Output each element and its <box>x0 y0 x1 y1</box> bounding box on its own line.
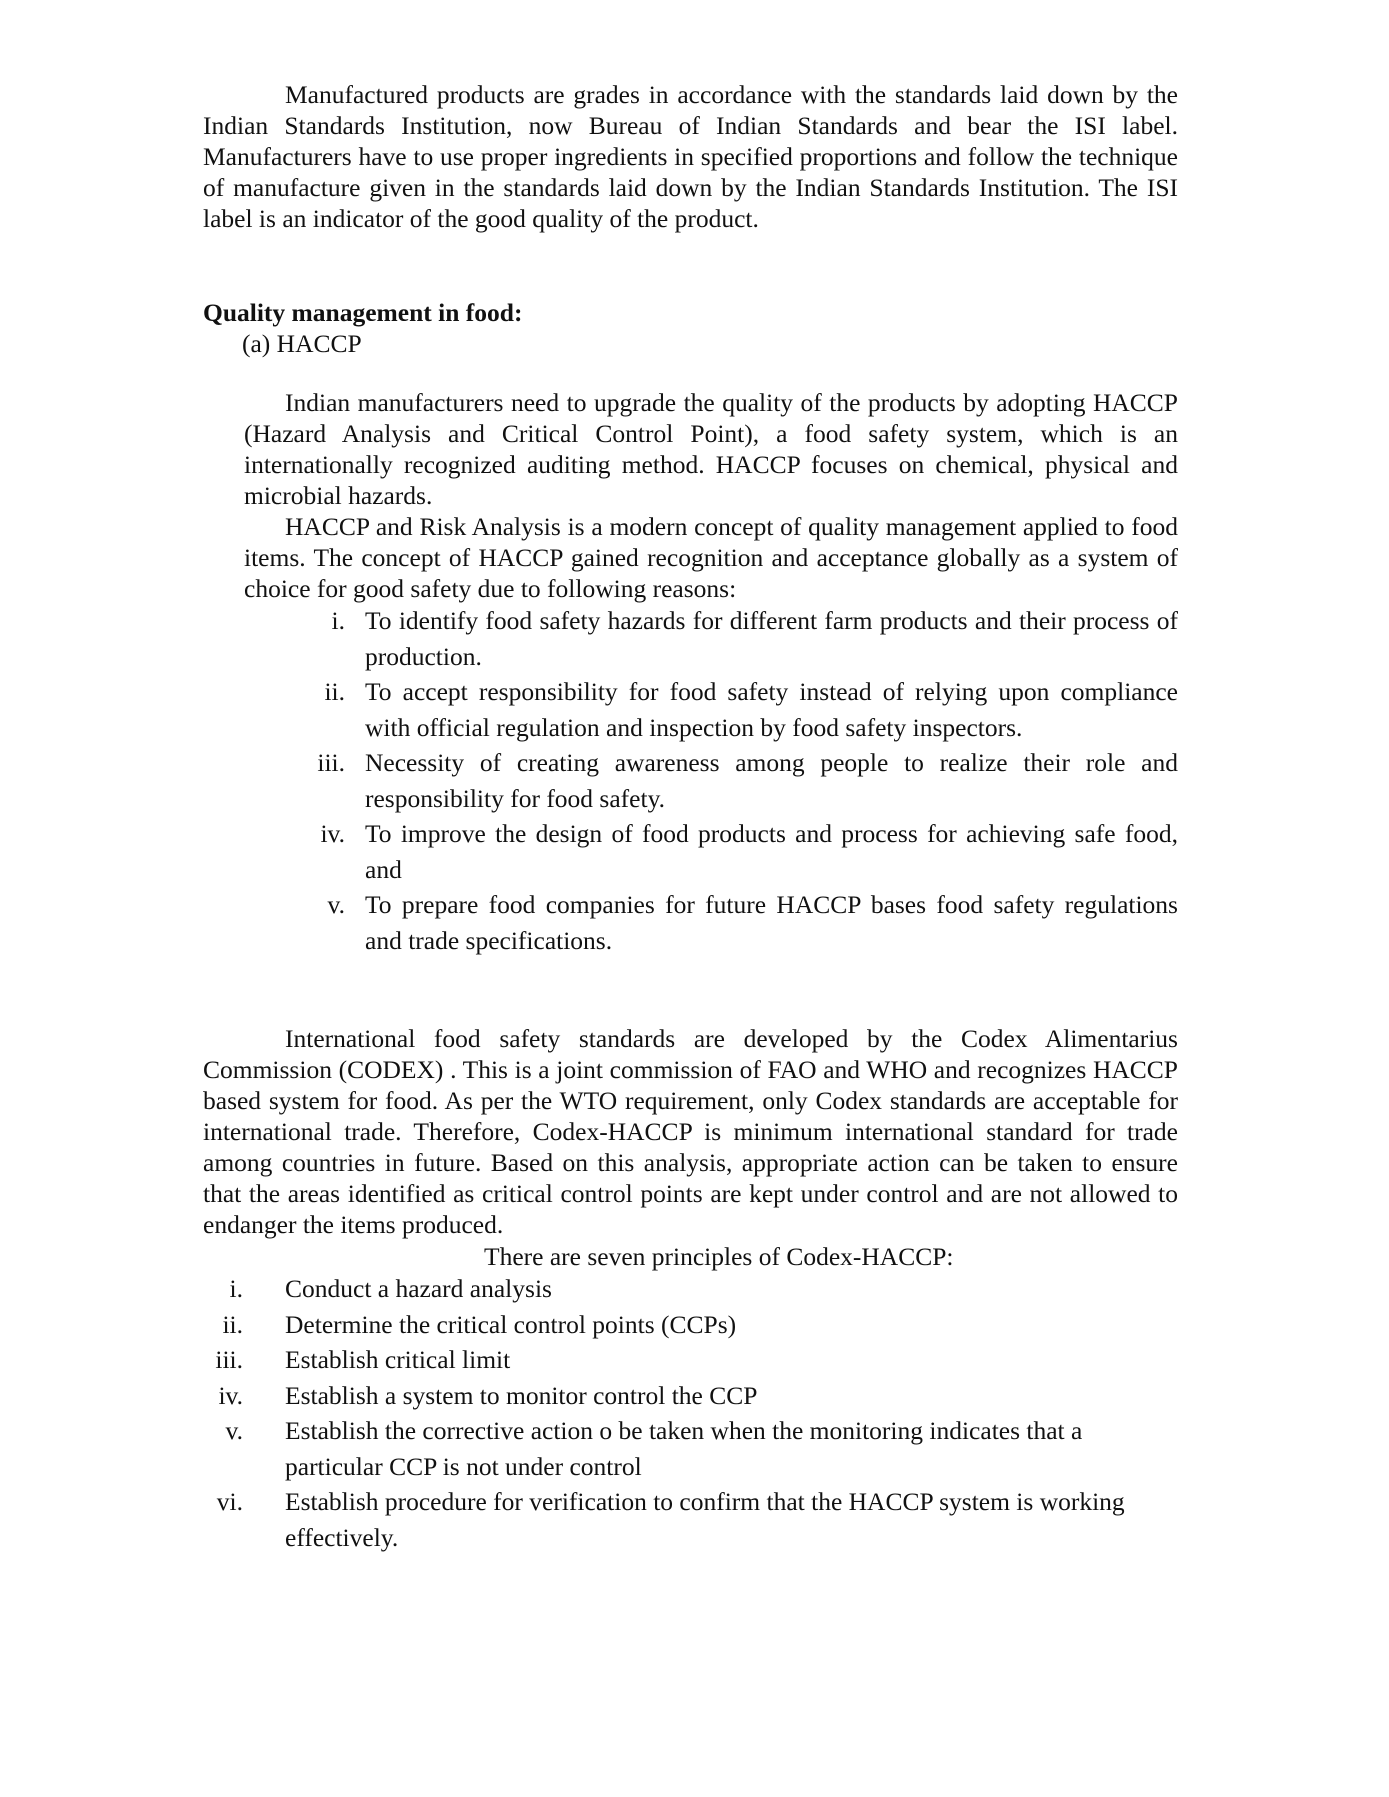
list-item-number: iii. <box>317 748 345 777</box>
list-item-number: iv. <box>218 1380 243 1410</box>
list-item-text: To accept responsibility for food safety instead of relying upon compliance with official regulation and inspection by food safety inspectors. <box>365 677 1178 742</box>
list-item-text: Establish the corrective action o be taken when the monitoring indicates that a particular CCP is not under control <box>285 1416 1083 1481</box>
list-item-text: To identify food safety hazards for different farm products and their process of production. <box>365 606 1178 671</box>
list-item-number: iv. <box>320 819 345 848</box>
list-item-text: Necessity of creating awareness among people to realize their role and responsibility for food safety. <box>365 748 1178 813</box>
list-item-text: Establish procedure for verification to confirm that the HACCP system is working effectively. <box>285 1487 1125 1552</box>
list-item-text: To improve the design of food products and process for achieving safe food, and <box>365 819 1178 884</box>
list-item-number: ii. <box>324 677 345 706</box>
codex-paragraph: International food safety standards are developed by the Codex Alimentarius Commission (CODEX) . This is a joint commission of FAO and WHO and recognizes HACCP based system for food. As per the WTO requirement, only Codex standards are acceptable for international trade. Therefore, Codex-HACCP is minimum international standard for trade among countries in future. Based on this analysis, appropriate action can be taken to ensure that the areas identified as critical control points are kept under control and are not allowed to endanger the items produced. <box>203 1024 1178 1239</box>
list-item <box>320 816 1178 887</box>
list-item <box>327 887 1178 958</box>
list-item <box>218 1378 1190 1414</box>
subsection-heading: (a) HACCP <box>242 329 362 358</box>
list-item-number: iii. <box>215 1345 243 1374</box>
list-item <box>222 1307 1190 1343</box>
list-item <box>215 1342 1190 1378</box>
principles-list <box>215 1271 1190 1555</box>
haccp-paragraph-1: Indian manufacturers need to upgrade the quality of the products by adopting HACCP (Hazard Analysis and Critical Control Point), a food safety system, which is an internationally recognized auditing method. HACCP focuses on chemical, physical and microbial hazards. <box>244 388 1178 510</box>
intro-paragraph: Manufactured products are grades in accordance with the standards laid down by the Indian Standards Institution, now Bureau of Indian Standards and bear the ISI label. Manufacturers have to use proper ingredients in specified proportions and follow the technique of manufacture given in the standards laid down by the Indian Standards Institution. The ISI label is an indicator of the good quality of the product. <box>203 80 1178 233</box>
list-item-text: To prepare food companies for future HACCP bases food safety regulations and trade specifications. <box>365 890 1178 955</box>
list-item <box>216 1484 1190 1555</box>
principles-intro: There are seven principles of Codex-HACCP: <box>484 1242 954 1271</box>
section-heading: Quality management in food: <box>203 298 523 327</box>
list-item <box>324 674 1178 745</box>
haccp-paragraph-2: HACCP and Risk Analysis is a modern concept of quality management applied to food items. The concept of HACCP gained recognition and acceptance globally as a system of choice for good safety due to following reasons: <box>244 512 1178 603</box>
list-item-number: i. <box>331 606 345 635</box>
list-item-text: Establish a system to monitor control the CCP <box>285 1380 758 1410</box>
reasons-list <box>317 603 1178 958</box>
list-item-text: Conduct a hazard analysis <box>285 1274 552 1303</box>
list-item-number: ii. <box>222 1309 243 1339</box>
list-item-number: i. <box>229 1274 243 1303</box>
list-item <box>331 603 1178 674</box>
list-item-number: v. <box>225 1416 243 1445</box>
list-item-number: vi. <box>216 1487 243 1516</box>
list-item-text: Establish critical limit <box>285 1345 511 1374</box>
list-item <box>229 1271 1190 1307</box>
list-item-text: Determine the critical control points (CCPs) <box>285 1309 737 1339</box>
list-item <box>317 745 1178 816</box>
list-item <box>225 1413 1190 1484</box>
list-item-number: v. <box>327 890 345 919</box>
